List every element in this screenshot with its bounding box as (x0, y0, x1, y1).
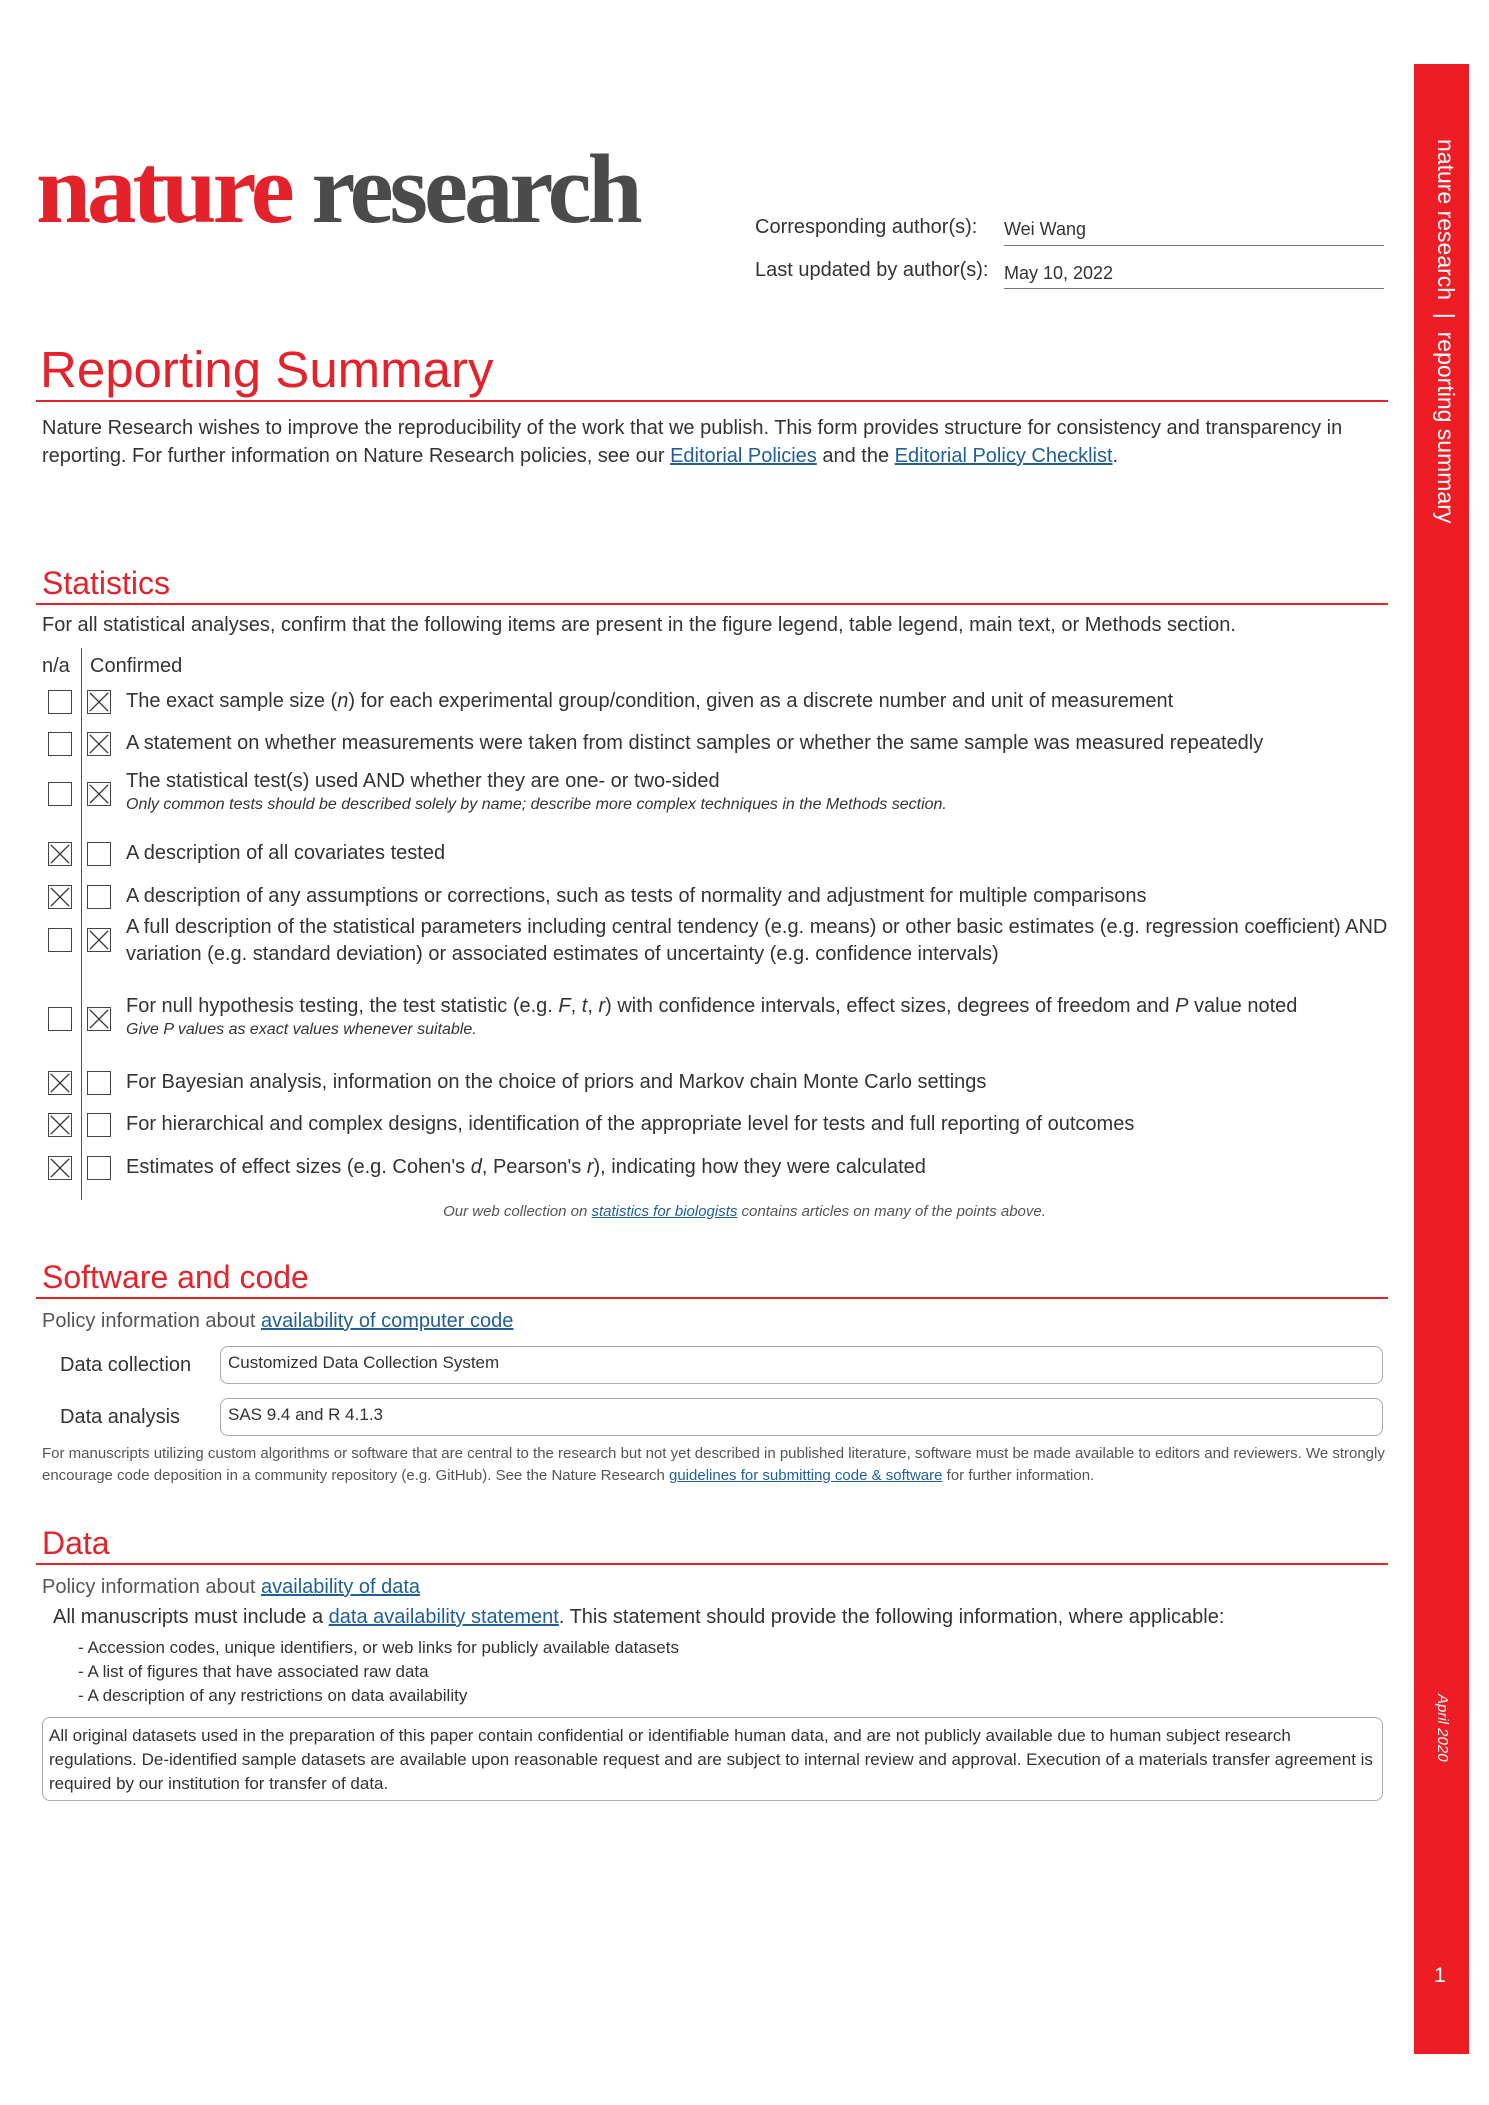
software-rule (36, 1297, 1388, 1299)
data-policy (42, 1576, 420, 1599)
checklist-item-text: For Bayesian analysis, information on the choice of priors and Markov chain Monte Carlo settings (126, 1071, 987, 1093)
x-mark-icon (88, 783, 110, 805)
data-must-include (53, 1606, 1224, 1629)
na-checkbox[interactable] (48, 732, 72, 756)
na-checkbox[interactable] (48, 1113, 72, 1137)
data-heading: Data (42, 1525, 110, 1561)
na-checkbox[interactable] (48, 782, 72, 806)
title-rule (36, 400, 1388, 402)
x-mark-icon (49, 886, 71, 908)
code-guidelines-link[interactable]: guidelines for submitting code & software (669, 1467, 943, 1484)
na-checkbox[interactable] (48, 1007, 72, 1031)
list-item: - Accession codes, unique identifiers, or web links for publicly available datasets (78, 1638, 679, 1657)
checklist-item-text: For null hypothesis testing, the test statistic (e.g. F, t, r) with confidence intervals, effect sizes, degrees of freedom and P value noted Give P values as exact values whenever suitable. (126, 993, 1391, 1040)
sidebar (1414, 64, 1469, 2054)
policy-text: Policy information about (42, 1576, 262, 1598)
checklist-item-text: For hierarchical and complex designs, identification of the appropriate level for tests and full reporting of outcomes (126, 1113, 1135, 1135)
software-policy (42, 1310, 513, 1333)
x-mark-icon (49, 843, 71, 865)
footer-text: Our web collection on (443, 1203, 592, 1220)
intro-text: . (1112, 445, 1119, 467)
must-text: . This statement should provide the following information, where applicable: (558, 1606, 1225, 1628)
last-updated-line (1004, 288, 1384, 289)
intro-paragraph (42, 414, 1387, 470)
note-text: For manuscripts utilizing custom algorithms or software that are central to the research but not yet described in published literature, software must be made available to editors and reviewers. We strongly encourage code deposition in a community repository (e.g. GitHub). See the Nature Research (42, 1445, 1385, 1484)
checklist-item-text: A statement on whether measurements were taken from distinct samples or whether the same sample was measured repeatedly (126, 732, 1264, 754)
availability-of-code-link[interactable]: availability of computer code (261, 1310, 514, 1332)
sidebar-date: April 2020 (1434, 1694, 1451, 1762)
data-requirements-list (78, 1636, 679, 1708)
data-availability-field[interactable]: All original datasets used in the preparation of this paper contain confidential or identifiable human data, and are not publicly available due to human subject research regulations. De-identified sample datasets are available upon reasonable request and are subject to internal review and approval. Execution of a materials transfer agreement is required by our institution for transfer of data. (42, 1717, 1383, 1801)
software-note (42, 1443, 1387, 1487)
data-rule (36, 1563, 1388, 1565)
col-na-header: n/a (42, 655, 70, 677)
confirmed-checkbox[interactable] (87, 1007, 111, 1031)
confirmed-checkbox[interactable] (87, 842, 111, 866)
checklist-item-text: A description of all covariates tested (126, 842, 446, 864)
corresponding-author-line (1004, 245, 1384, 246)
na-checkbox[interactable] (48, 928, 72, 952)
checklist-item-text: Estimates of effect sizes (e.g. Cohen's d, Pearson's r), indicating how they were calculated (126, 1156, 926, 1178)
statistics-intro: For all statistical analyses, confirm that the following items are present in the figure legend, table legend, main text, or Methods section. (42, 614, 1236, 636)
nature-research-logo (36, 135, 639, 244)
confirmed-checkbox[interactable] (87, 885, 111, 909)
intro-text: and the (816, 445, 895, 467)
last-updated-value[interactable]: May 10, 2022 (1004, 263, 1114, 283)
confirmed-checkbox[interactable] (87, 782, 111, 806)
confirmed-checkbox[interactable] (87, 732, 111, 756)
list-item: - A description of any restrictions on data availability (78, 1686, 468, 1705)
data-collection-field[interactable]: Customized Data Collection System (220, 1346, 1383, 1384)
logo-word-research: research (311, 135, 639, 244)
data-availability-statement-link[interactable]: data availability statement (328, 1606, 559, 1628)
na-checkbox[interactable] (48, 1071, 72, 1095)
na-checkbox[interactable] (48, 1156, 72, 1180)
checklist-item-text: A description of any assumptions or corrections, such as tests of normality and adjustment for multiple comparisons (126, 885, 1147, 907)
sidebar-title: nature research | reporting summary (1433, 139, 1459, 524)
last-updated-label: Last updated by author(s): (755, 259, 989, 281)
confirmed-checkbox[interactable] (87, 690, 111, 714)
corresponding-author-label: Corresponding author(s): (755, 216, 978, 238)
x-mark-icon (49, 1114, 71, 1136)
checklist-item-note: Give P values as exact values whenever suitable. (126, 1021, 477, 1038)
statistics-footer (0, 1203, 1489, 1220)
checklist-item-text: The exact sample size (n) for each experimental group/condition, given as a discrete number and unit of measurement (126, 690, 1174, 712)
confirmed-checkbox[interactable] (87, 1113, 111, 1137)
checklist-item-text: The statistical test(s) used AND whether they are one- or two-sided Only common tests should be described solely by name; describe more complex techniques in the Methods section. (126, 768, 1391, 815)
statistics-rule (36, 603, 1388, 605)
x-mark-icon (49, 1072, 71, 1094)
list-item: - A list of figures that have associated raw data (78, 1662, 429, 1681)
statistics-for-biologists-link[interactable]: statistics for biologists (591, 1203, 738, 1220)
checklist-item-note: Only common tests should be described solely by name; describe more complex techniques in the Methods section. (126, 796, 947, 813)
page-number: 1 (1434, 1964, 1446, 1987)
x-mark-icon (88, 733, 110, 755)
editorial-policies-link[interactable]: Editorial Policies (670, 445, 817, 467)
na-checkbox[interactable] (48, 690, 72, 714)
footer-text: contains articles on many of the points above. (737, 1203, 1046, 1220)
data-analysis-label: Data analysis (60, 1406, 181, 1428)
intro-text: Nature Research wishes to improve the reproducibility of the work that we publish. This form provides structure for consistency and transparency in reporting. For further information on Nature Research policies, see our (42, 417, 1343, 467)
page-title: Reporting Summary (40, 341, 494, 398)
logo-word-nature: nature (36, 135, 291, 244)
data-collection-label: Data collection (60, 1354, 192, 1376)
policy-text: Policy information about (42, 1310, 262, 1332)
x-mark-icon (49, 1157, 71, 1179)
confirmed-checkbox[interactable] (87, 928, 111, 952)
x-mark-icon (88, 1008, 110, 1030)
checklist-item-text: A full description of the statistical parameters including central tendency (e.g. means) or other basic estimates (e.g. regression coefficient) AND variation (e.g. standard deviation) or associated estimates of uncertainty (e.g. confidence intervals) (126, 916, 1388, 965)
col-confirmed-header: Confirmed (90, 655, 183, 677)
must-text: All manuscripts must include a (53, 1606, 329, 1628)
statistics-heading: Statistics (42, 565, 171, 601)
data-analysis-field[interactable]: SAS 9.4 and R 4.1.3 (220, 1398, 1383, 1436)
checklist-divider (81, 648, 82, 1200)
x-mark-icon (88, 929, 110, 951)
na-checkbox[interactable] (48, 885, 72, 909)
corresponding-author-value[interactable]: Wei Wang (1004, 219, 1087, 239)
x-mark-icon (88, 691, 110, 713)
confirmed-checkbox[interactable] (87, 1156, 111, 1180)
software-heading: Software and code (42, 1259, 309, 1295)
note-text: for further information. (942, 1467, 1095, 1484)
availability-of-data-link[interactable]: availability of data (261, 1576, 420, 1598)
confirmed-checkbox[interactable] (87, 1071, 111, 1095)
na-checkbox[interactable] (48, 842, 72, 866)
editorial-policy-checklist-link[interactable]: Editorial Policy Checklist (894, 445, 1113, 467)
